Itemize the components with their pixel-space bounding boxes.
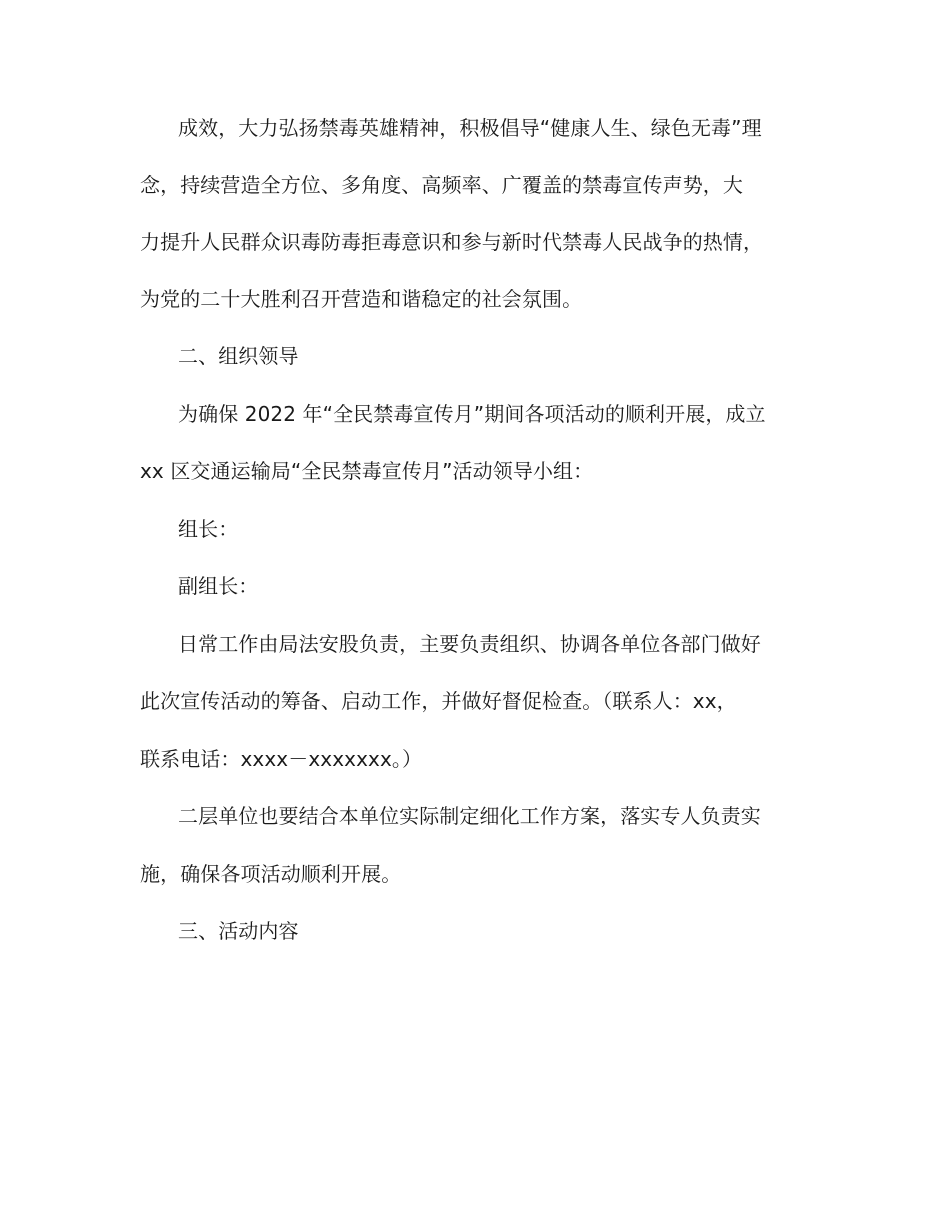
- paragraph-line: 念，持续营造全方位、多角度、高频率、广覆盖的禁毒宣传声势，大: [140, 173, 743, 197]
- paragraph-line: 日常工作由局法安股负责，主要负责组织、协调各单位各部门做好: [178, 632, 761, 656]
- paragraph-line: 力提升人民群众识毒防毒拒毒意识和参与新时代禁毒人民战争的热情，: [140, 230, 764, 254]
- paragraph-line: 为确保 2022 年“全民禁毒宣传月”期间各项活动的顺利开展，成立: [178, 402, 766, 426]
- paragraph-line: 副组长：: [178, 574, 259, 598]
- section-heading: 二、组织领导: [178, 344, 299, 368]
- paragraph-line: 组长：: [178, 517, 239, 541]
- paragraph-line: 此次宣传活动的筹备、启动工作，并做好督促检查。（联系人：xx，: [140, 689, 737, 713]
- paragraph-line: 联系电话：xxxx－xxxxxxx。）: [140, 747, 423, 771]
- paragraph-line: 为党的二十大胜利召开营造和谐稳定的社会氛围。: [140, 287, 583, 311]
- paragraph-line: xx 区交通运输局“全民禁毒宣传月”活动领导小组：: [140, 459, 594, 483]
- paragraph-line: 二层单位也要结合本单位实际制定细化工作方案，落实专人负责实: [178, 804, 761, 828]
- paragraph-line: 施，确保各项活动顺利开展。: [140, 862, 402, 886]
- section-heading: 三、活动内容: [178, 919, 299, 943]
- paragraph-line: 成效，大力弘扬禁毒英雄精神，积极倡导“健康人生、绿色无毒”理: [178, 116, 762, 140]
